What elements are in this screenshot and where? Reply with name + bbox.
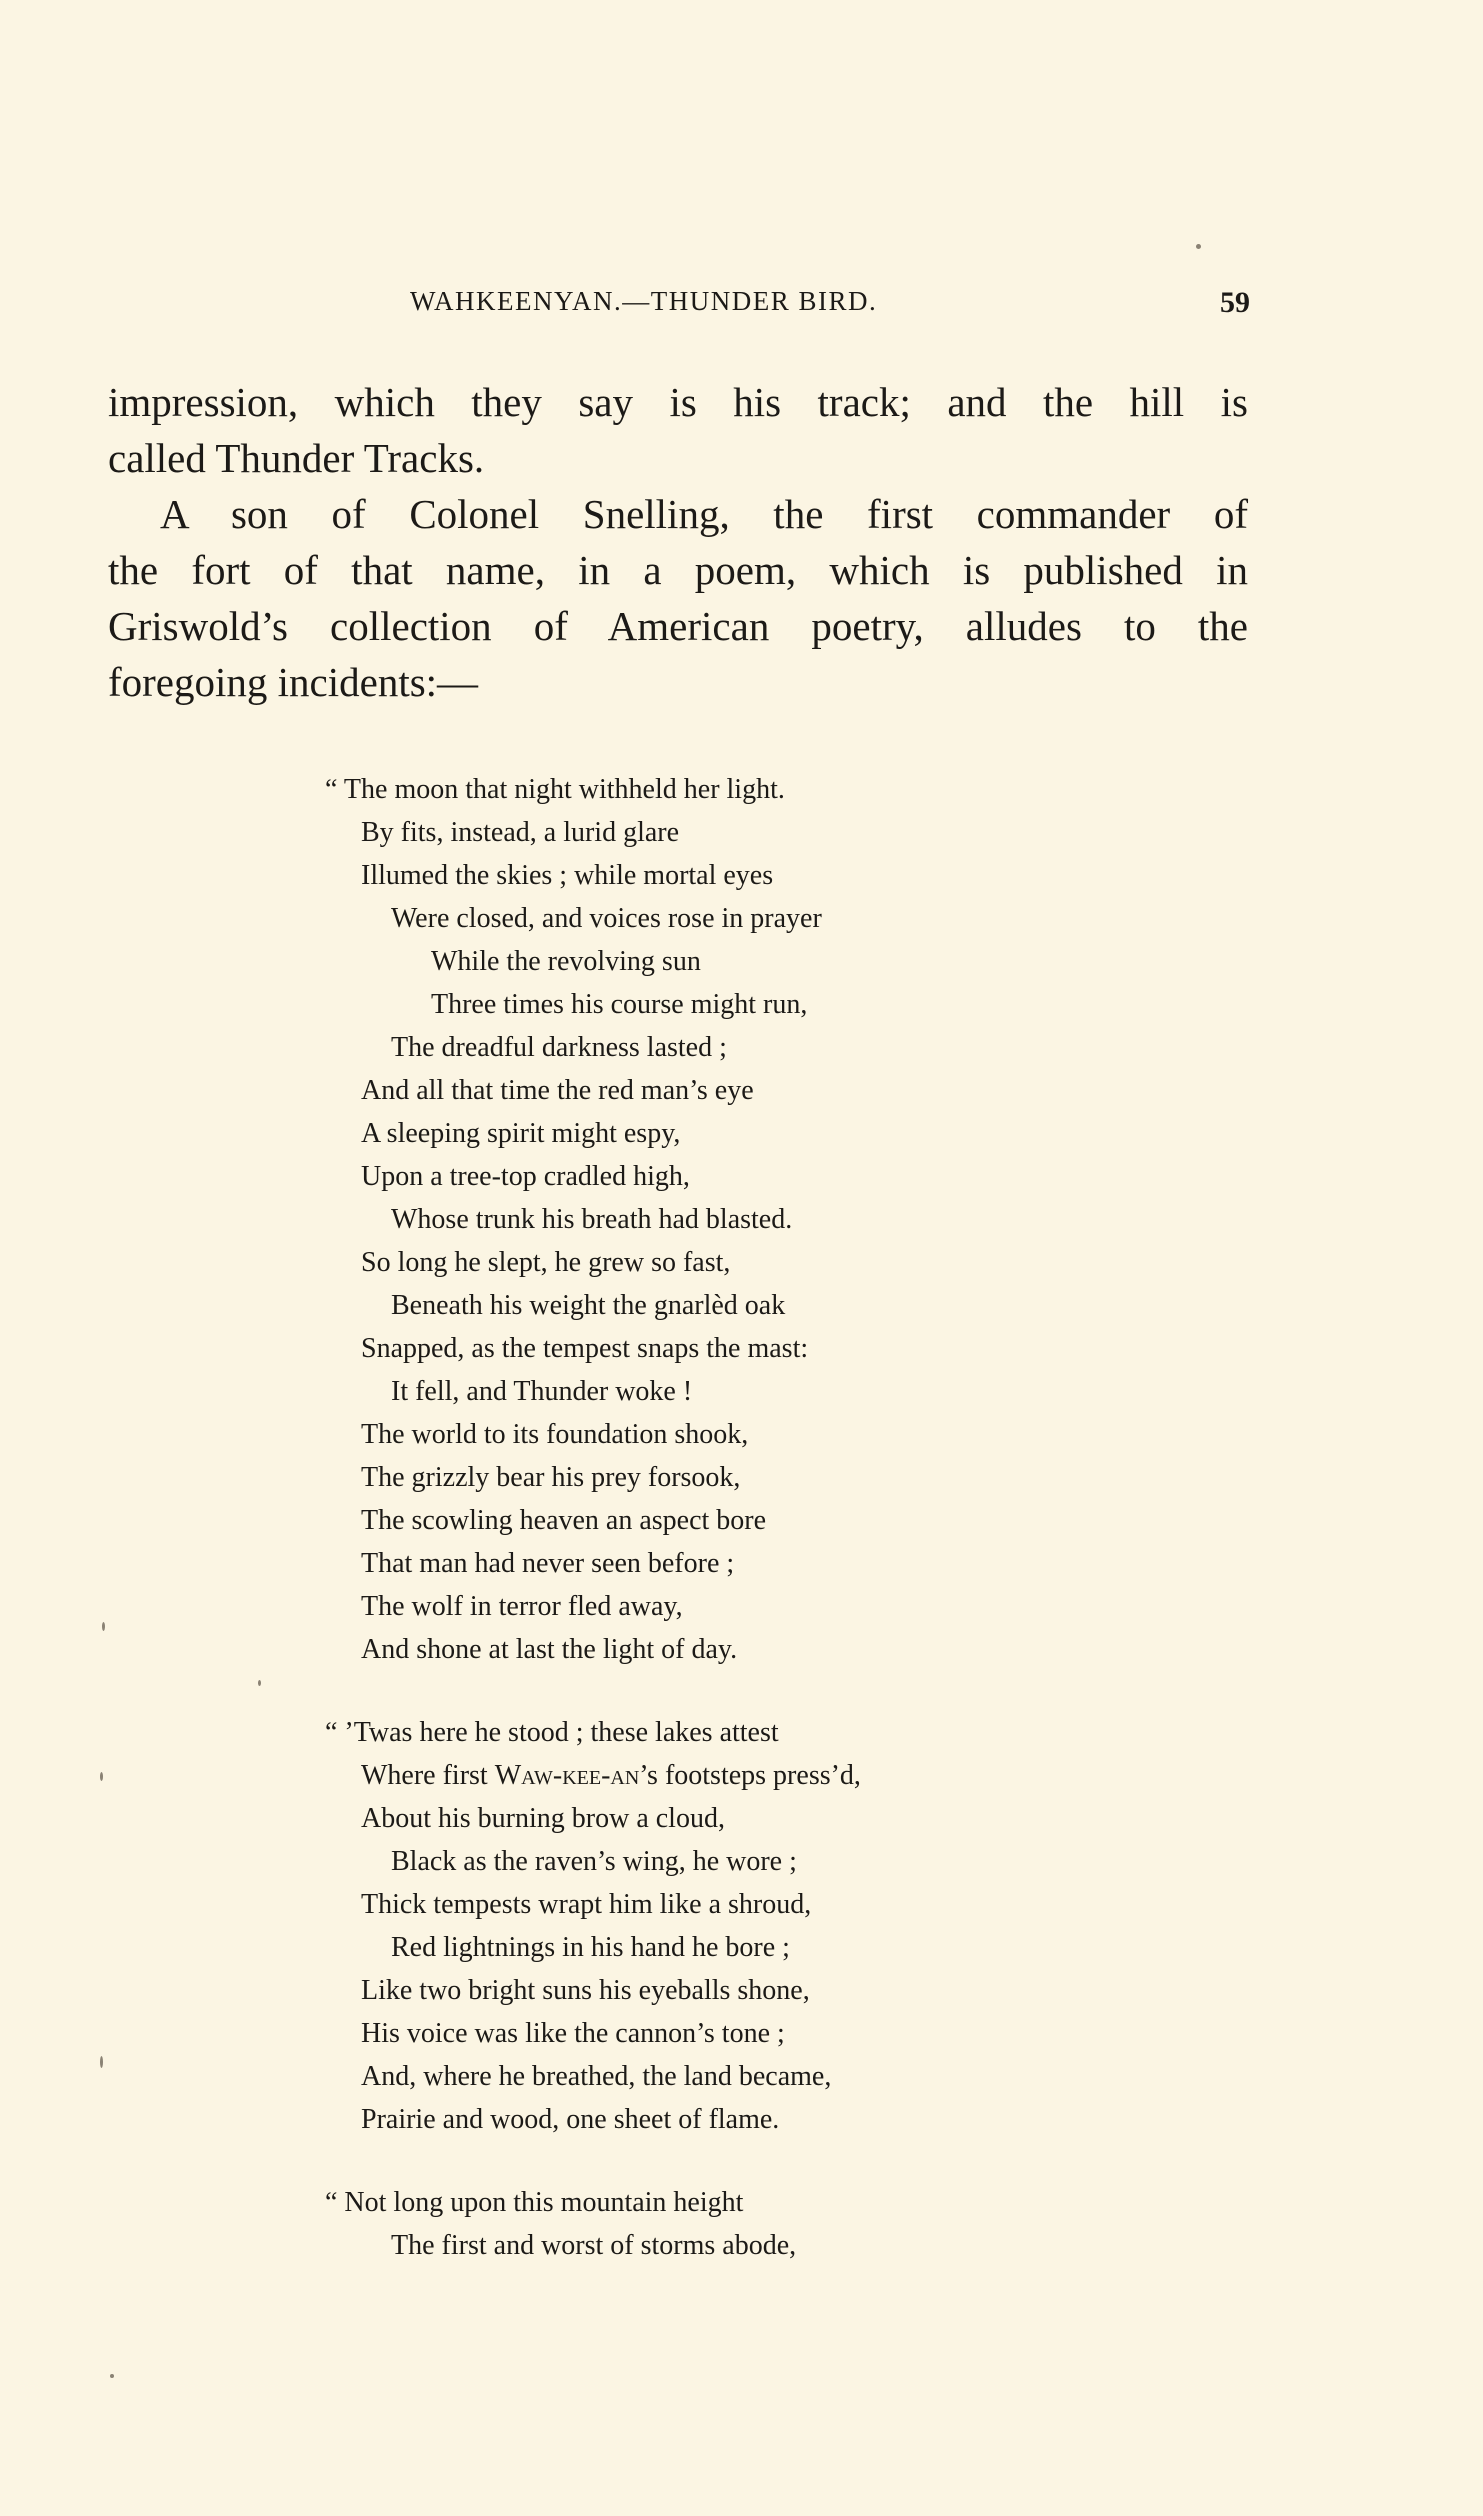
poem-line: About his burning brow a cloud, (361, 1803, 725, 1834)
poem-line: Upon a tree-top cradled high, (361, 1161, 690, 1192)
text-line: Griswold’s collection of American poetry, alludes to the (108, 603, 1248, 649)
poem-line: Beneath his weight the gnarlèd oak (391, 1290, 786, 1321)
poem-line: The world to its foundation shook, (361, 1419, 749, 1450)
poem-line: “ Not long upon this mountain height (325, 2187, 744, 2218)
poem-line: Three times his course might run, (431, 989, 808, 1020)
poem-line: Thick tempests wrapt him like a shroud, (361, 1889, 812, 1920)
text-line: the fort of that name, in a poem, which is published in (108, 547, 1248, 593)
running-header-title: WAHKEENYAN.—THUNDER BIRD. (410, 286, 878, 316)
page-number: 59 (1220, 286, 1250, 319)
text-line: called Thunder Tracks. (108, 435, 485, 481)
poem-line: Were closed, and voices rose in prayer (391, 903, 822, 934)
poem-line: Whose trunk his breath had blasted. (391, 1204, 793, 1235)
proper-name-small-caps: Waw-kee-an (494, 1760, 640, 1791)
poem-line: Illumed the skies ; while mortal eyes (361, 860, 774, 891)
poem-line-fragment: Where first (361, 1760, 495, 1791)
poem-line: And all that time the red man’s eye (361, 1075, 754, 1106)
poem-line: Prairie and wood, one sheet of flame. (361, 2104, 780, 2135)
ink-speck (102, 1622, 105, 1631)
ink-speck (258, 1680, 261, 1686)
poem-line: A sleeping spirit might espy, (361, 1118, 681, 1149)
poem-line: Red lightnings in his hand he bore ; (391, 1932, 790, 1963)
poem-line: It fell, and Thunder woke ! (391, 1376, 693, 1407)
ink-speck (100, 2056, 103, 2068)
ink-speck (1196, 244, 1201, 249)
running-header (410, 286, 1250, 326)
poem-line: The scowling heaven an aspect bore (361, 1505, 767, 1536)
poem-line: That man had never seen before ; (361, 1548, 735, 1579)
poem-line: “ The moon that night withheld her light. (325, 774, 785, 805)
text-line: A son of Colonel Snelling, the first commander of (160, 491, 1248, 537)
poem-line: “ ’Twas here he stood ; these lakes attest (325, 1717, 779, 1748)
poem-stanza (325, 768, 1045, 1671)
poem-line: So long he slept, he grew so fast, (361, 1247, 731, 1278)
poem-line: And shone at last the light of day. (361, 1634, 738, 1665)
poem-line: The wolf in terror fled away, (361, 1591, 683, 1622)
poem-line: And, where he breathed, the land became, (361, 2061, 832, 2092)
poem-line: His voice was like the cannon’s tone ; (361, 2018, 785, 2049)
poem-quotation (325, 768, 1045, 2267)
ink-speck (100, 1772, 103, 1781)
text-line: impression, which they say is his track; and the hill is (108, 379, 1248, 425)
poem-line-fragment: ’s footsteps press’d, (639, 1760, 861, 1791)
poem-line: Black as the raven’s wing, he wore ; (391, 1846, 797, 1877)
stanza-gap (325, 2141, 1045, 2181)
poem-line: The grizzly bear his prey forsook, (361, 1462, 741, 1493)
ink-speck (110, 2374, 114, 2378)
poem-stanza (325, 1711, 1045, 2141)
stanza-gap (325, 1671, 1045, 1711)
poem-line: Snapped, as the tempest snaps the mast: (361, 1333, 809, 1364)
poem-line: Like two bright suns his eyeballs shone, (361, 1975, 810, 2006)
text-line: foregoing incidents:— (108, 659, 479, 705)
poem-stanza (325, 2181, 1045, 2267)
poem-line: The dreadful darkness lasted ; (391, 1032, 727, 1063)
body-text (108, 374, 1248, 710)
poem-line: By fits, instead, a lurid glare (361, 817, 680, 848)
poem-line: While the revolving sun (431, 946, 701, 977)
poem-line (325, 1754, 1045, 1797)
poem-line: The first and worst of storms abode, (391, 2230, 797, 2261)
